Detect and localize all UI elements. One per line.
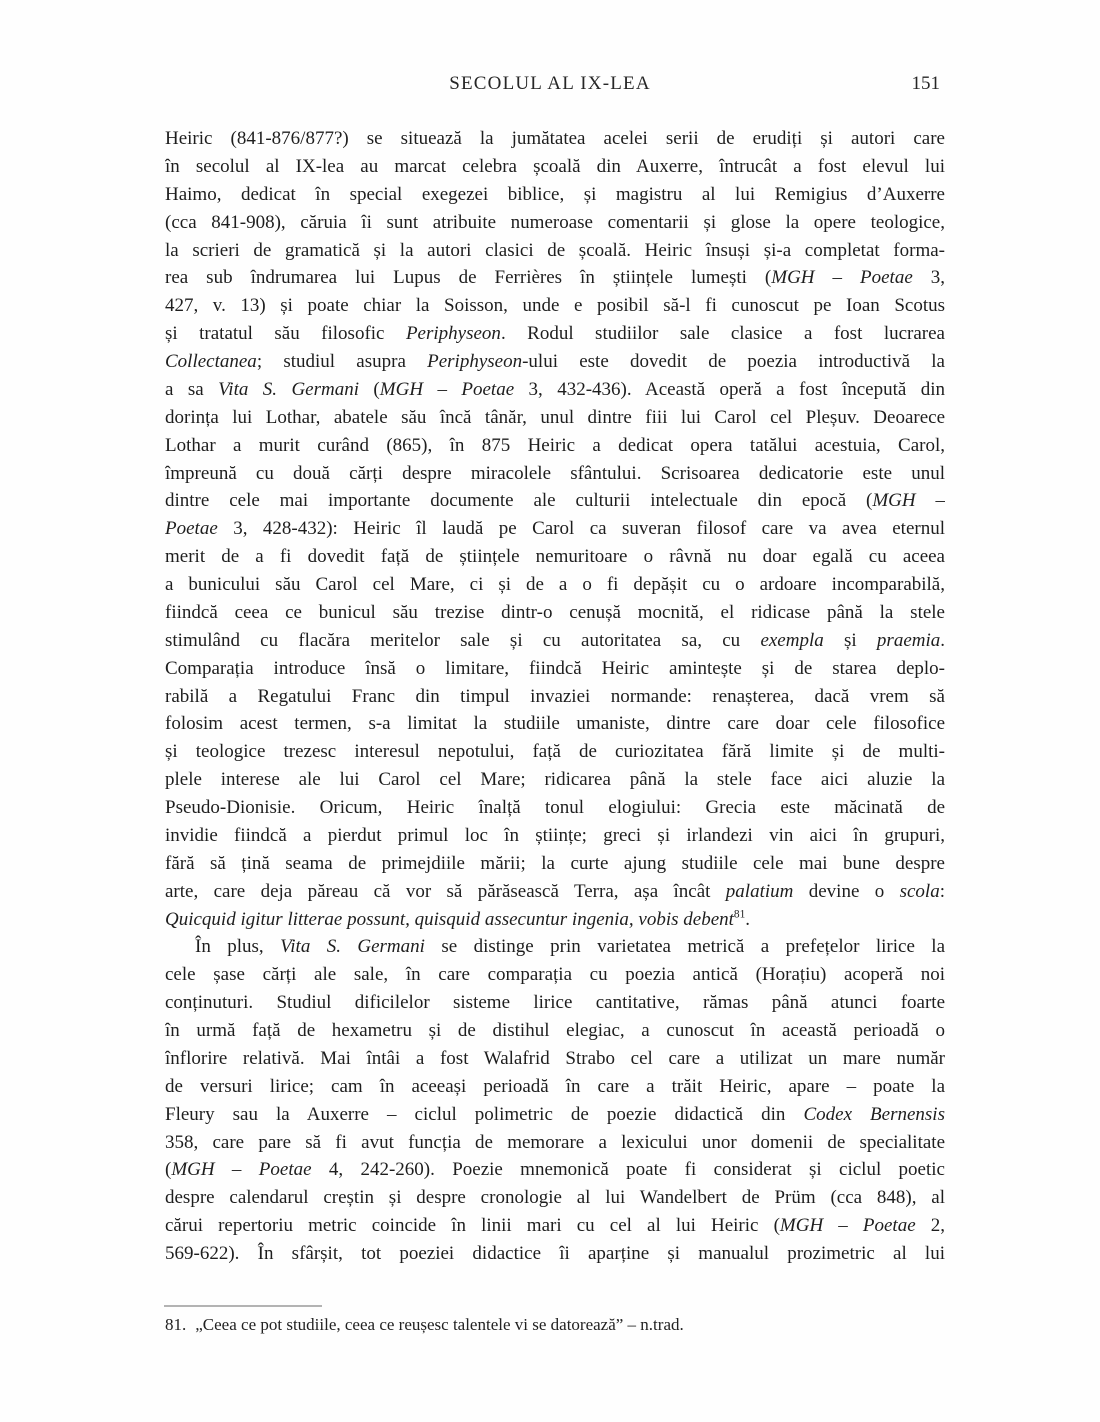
- italic-segment: scola: [899, 880, 940, 902]
- text-line: [165, 153, 945, 181]
- text-line: [165, 599, 945, 627]
- text-line: [165, 460, 945, 488]
- text-line: [165, 209, 945, 237]
- text-line: [165, 571, 945, 599]
- text-segment: (cca 841-908), căruia îi sunt atribuite numeroase comentarii și glose la opere teologice,: [165, 211, 945, 233]
- text-line: [165, 878, 945, 906]
- text-segment: în urmă față de hexametru și de distihul elegiac, a cunoscut în această perioadă o: [165, 1020, 945, 1041]
- text-segment: Fleury sau la Auxerre – ciclul polimetric de poezie didactică din: [165, 1103, 804, 1125]
- italic-segment: MGH – Poetae: [379, 378, 515, 400]
- text-segment: (: [165, 1159, 172, 1181]
- text-segment: dintre cele mai importante documente ale culturii intelectuale din epocă (: [165, 490, 873, 512]
- italic-segment: Vita S. Germani: [218, 378, 360, 400]
- text-line: [165, 627, 945, 655]
- text-line: [165, 487, 945, 515]
- text-segment: arte, care deja păreau că vor să părăsească Terra, așa încât: [165, 880, 726, 902]
- italic-segment: MGH – Poetae: [171, 1159, 312, 1181]
- text-segment: Lothar a murit curând (865), în 875 Heiric a dedicat opera tatălui acestuia, Carol,: [165, 434, 945, 456]
- text-line: [165, 961, 945, 989]
- text-line: [165, 432, 945, 460]
- text-line: [165, 766, 945, 794]
- text-line: [165, 655, 945, 683]
- text-line: [165, 1240, 945, 1268]
- text-line: [165, 292, 945, 320]
- text-segment: 3,: [912, 267, 945, 289]
- text-segment: În plus,: [195, 936, 281, 958]
- text-segment: Pseudo-Dionisie. Oricum, Heiric înalță tonul elogiului: Grecia este măcinată de: [165, 797, 945, 818]
- text-segment: împreună cu două cărți despre miracolele sfântului. Scrisoarea dedicatorie este unul: [165, 462, 945, 484]
- text-line: [165, 264, 945, 292]
- text-line: [165, 515, 945, 543]
- text-line: [165, 738, 945, 766]
- text-line: [165, 348, 945, 376]
- text-line: [165, 822, 945, 850]
- text-segment: 358, care pare să fi avut funcția de memorare a lexicului unor domenii de specialitate: [165, 1131, 945, 1153]
- text-segment: rabilă a Regatului Franc din timpul invaziei normande: renașterea, dacă vrem să: [165, 685, 945, 707]
- footnote: [165, 1313, 945, 1337]
- text-segment: cărui repertoriu metric coincide în linii mari cu cel al lui Heiric (: [165, 1215, 780, 1237]
- footnote-text: „Ceea ce pot studiile, ceea ce reușesc talentele vi se datorează” – n.trad.: [195, 1315, 684, 1334]
- text-line: [165, 906, 945, 934]
- text-line: [165, 376, 945, 404]
- text-segment: Comparația introduce însă o limitare, fiindcă Heiric amintește și de starea deplo-: [165, 657, 945, 679]
- text-line: [165, 989, 945, 1017]
- running-header: SECOLUL AL IX-LEA: [449, 73, 651, 94]
- text-segment: și: [823, 629, 877, 651]
- text-segment: . Rodul studiilor sale clasice a fost lucrarea: [500, 323, 945, 345]
- text-segment: folosim acest termen, s-a limitat la studiile umaniste, dintre care doar cele filosofice: [165, 713, 945, 735]
- text-segment: devine o: [793, 880, 900, 902]
- text-segment: (: [359, 378, 380, 400]
- text-line: [165, 404, 945, 432]
- text-line: [165, 683, 945, 711]
- text-segment: fiindcă ceea ce bunicul său trezise dintr-o cenușă mocnită, el ridicase până la stele: [165, 601, 945, 623]
- text-segment: merit de a fi dovedit față de științele nemuritoare o râvnă nu doar egală cu aceea: [165, 546, 945, 568]
- text-segment: și tratatul său filosofic: [165, 323, 406, 345]
- italic-segment: MGH – Poetae: [771, 267, 913, 289]
- text-segment: 2,: [915, 1215, 945, 1237]
- text-line: [165, 850, 945, 878]
- text-segment: Heiric (841-876/877?) se situează la jumătatea acelei serii de erudiți și autori care: [165, 128, 945, 149]
- text-line: [165, 1017, 945, 1045]
- italic-segment: Periphyseon: [427, 351, 523, 372]
- text-line: [165, 181, 945, 209]
- text-segment: conținuturi. Studiul dificilelor sisteme lirice cantitative, rămas până atunci foarte: [165, 992, 945, 1014]
- text-segment: stimulând cu flacăra meritelor sale și cu autoritatea sa, cu: [165, 629, 761, 651]
- text-segment: 4, 242-260). Poezie mnemonică poate fi considerat și ciclul poetic: [311, 1159, 945, 1181]
- text-segment: 427, v. 13) și poate chiar la Soisson, unde e posibil să-l fi cunoscut pe Ioan Scotus: [165, 295, 945, 317]
- text-segment: de versuri lirice; cam în aceeași perioadă în care a trăit Heiric, apare – poate la: [165, 1075, 945, 1097]
- text-line: [165, 1129, 945, 1157]
- text-segment: -ului este dovedit de poezia introductivă la: [522, 351, 945, 372]
- text-line: [165, 320, 945, 348]
- text-line: [165, 1045, 945, 1073]
- text-segment: despre calendarul creștin și despre cronologie al lui Wandelbert de Prüm (cca 848), al: [165, 1187, 945, 1209]
- text-segment: .: [745, 908, 751, 930]
- italic-segment: MGH –: [872, 490, 945, 512]
- italic-segment: Codex Bernensis: [803, 1103, 945, 1125]
- footnote-separator: [164, 1305, 322, 1307]
- body-text: [165, 125, 945, 1268]
- footnote-reference: 81: [733, 908, 746, 921]
- text-segment: înflorire relativă. Mai întâi a fost Walafrid Strabo cel care a utilizat un mare număr: [165, 1047, 945, 1069]
- italic-segment: Collectanea: [165, 351, 257, 372]
- text-line: [165, 1156, 945, 1184]
- text-line: [165, 933, 945, 961]
- text-line: [165, 125, 945, 153]
- text-segment: plele interese ale lui Carol cel Mare; ridicarea până la stele face aici aluzie la: [165, 769, 945, 791]
- page-number: 151: [911, 73, 940, 94]
- text-segment: în secolul al IX-lea au marcat celebra școală din Auxerre, întrucât a fost elevul lui: [165, 155, 945, 177]
- text-segment: .: [940, 629, 945, 651]
- text-segment: a bunicului său Carol cel Mare, ci și de a o fi depășit cu o ardoare incomparabilă,: [165, 574, 945, 595]
- text-segment: se distinge prin varietatea metrică a prefețelor lirice la: [424, 936, 945, 958]
- text-line: [165, 1073, 945, 1101]
- text-line: [165, 1101, 945, 1129]
- italic-segment: Poetae: [165, 518, 218, 540]
- text-segment: 3, 428-432): Heiric îl laudă pe Carol ca suveran filosof care va avea eternul: [217, 518, 945, 540]
- italic-segment: exempla: [760, 629, 824, 651]
- italic-segment: Periphyseon: [405, 323, 501, 345]
- text-segment: cele șase cărți ale sale, în care comparația cu poezia antică (Horațiu) acoperă noi: [165, 964, 945, 986]
- italic-segment: Quicquid igitur litterae possunt, quisquid assecuntur ingenia, vobis debent: [165, 908, 734, 930]
- text-line: [165, 543, 945, 571]
- text-segment: ; studiul asupra: [256, 351, 428, 372]
- text-segment: fără să țină seama de primejdiile mării; la curte ajung studiile cele mai bune despre: [165, 852, 945, 874]
- text-segment: 569-622). În sfârșit, tot poeziei didactice îi aparține și manualul prozimetric al lui: [165, 1243, 945, 1264]
- italic-segment: Vita S. Germani: [280, 936, 425, 958]
- text-line: [165, 1212, 945, 1240]
- text-segment: 3, 432-436). Această operă a fost începută din: [514, 378, 945, 400]
- text-segment: la scrieri de gramatică și la autori clasici de școală. Heiric însuși și-a completat forma-: [165, 239, 945, 261]
- italic-segment: palatium: [725, 880, 794, 902]
- text-segment: Haimo, dedicat în special exegezei biblice, și magistru al lui Remigius d’Auxerre: [165, 183, 945, 205]
- text-line: [165, 794, 945, 822]
- text-segment: a sa: [165, 378, 219, 400]
- text-segment: și teologice trezesc interesul nepotului, față de curiozitatea fără limite și de multi-: [165, 741, 945, 763]
- footnote-number: 81.: [165, 1315, 187, 1334]
- text-line: [165, 1184, 945, 1212]
- text-segment: rea sub îndrumarea lui Lupus de Ferrières în științele lumești (: [165, 267, 772, 289]
- text-segment: invidie fiindcă a pierdut primul loc în științe; greci și irlandezi vin aici în grupuri,: [165, 824, 945, 846]
- italic-segment: praemia: [876, 629, 941, 651]
- italic-segment: MGH – Poetae: [779, 1215, 916, 1237]
- text-segment: :: [939, 880, 945, 902]
- text-line: [165, 710, 945, 738]
- text-line: [165, 237, 945, 265]
- text-segment: dorința lui Lothar, abatele său încă tânăr, unul dintre fiii lui Carol cel Pleșuv. Deoarece: [165, 406, 945, 428]
